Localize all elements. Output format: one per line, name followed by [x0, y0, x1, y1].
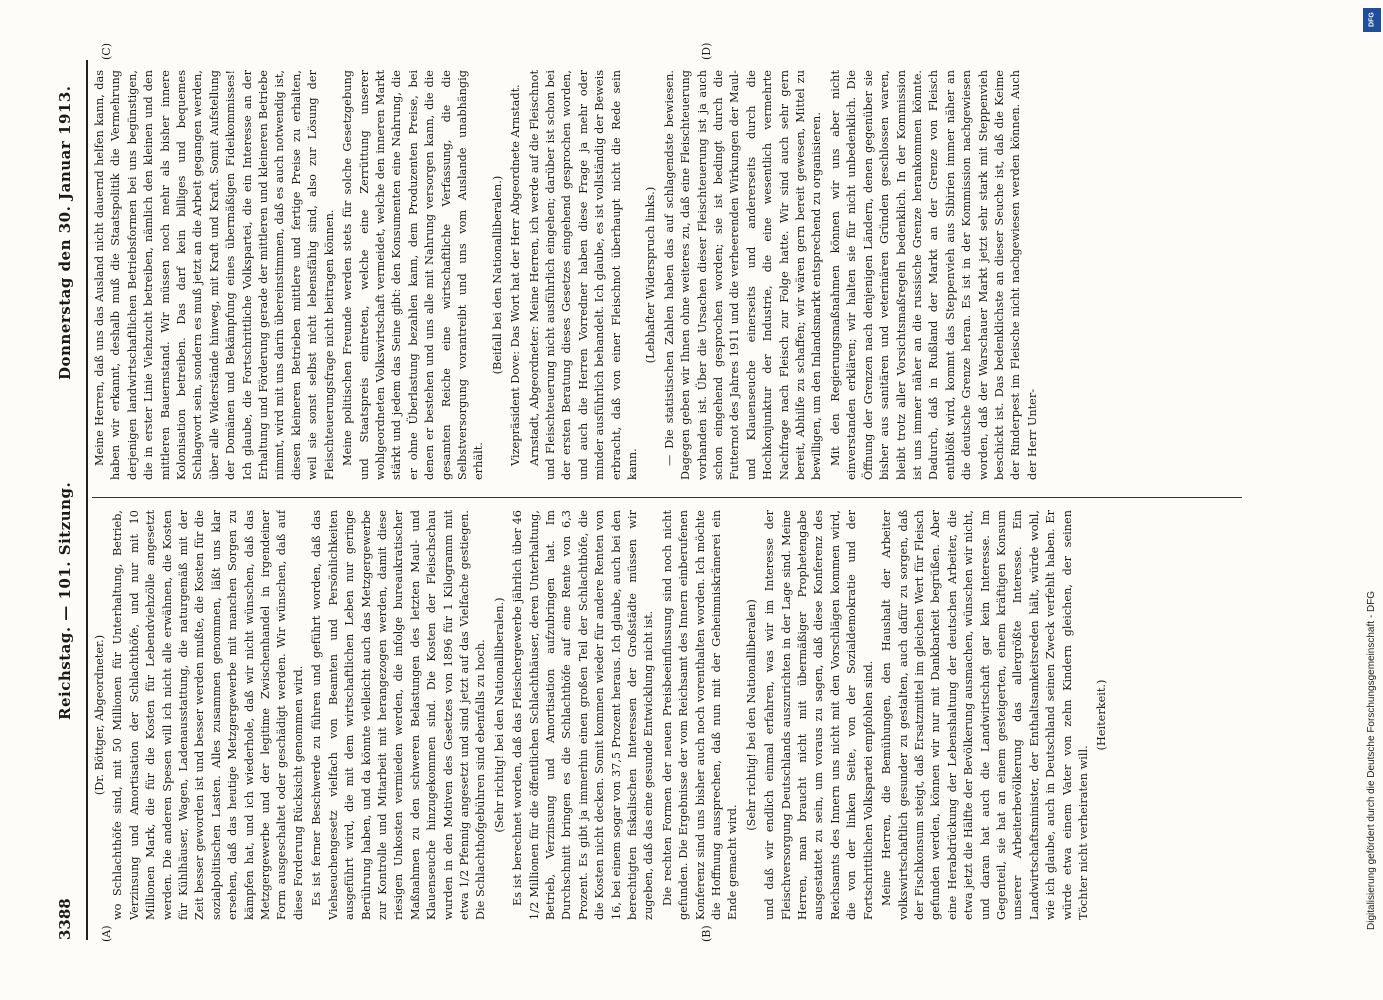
session-title: Reichstag. — 101. Sitzung.	[56, 481, 74, 720]
paragraph: Meine Herren, die Bemühungen, den Haushalt der Arbeiter volkswirtschaftlich gesunder zu gestalten, auch dafür zu sorgen, daß der Fischkonsum steigt, daß Ersatzmittel im gleichen Wert für Fleisch gefunden werden, können wir nur mit Dankbarkeit begrüßen. Aber eine Herabdrückung der Lebenshaltung der deutschen Arbeiter, die etwa jetzt die Hälfte der Bevölkerung ausmachen, wünschen wir nicht, und daran hat auch die Landwirtschaft gar kein Interesse. Im Gegenteil, sie hat an einem gesteigerten, einem kräftigen Konsum unserer Arbeiterbevölkerung das allergrößte Interesse. Ein Landwirtschaftsminister, der Enthaltsamkeitsreden hält, würde wohl, wie ich glaube, auch in Deutschland seinen Zweck verfehlt haben. Er würde etwa einem Vater von zehn Kindern gleichen, der seinen Töchter nicht verheiraten will.	[880, 510, 1090, 920]
margin-mark-a: (A)	[100, 925, 113, 942]
paragraph: Mit den Regierungsmaßnahmen können wir uns aber nicht einverstanden erklären; wir halten sie für nicht unbedenklich. Die Öffnung der Grenzen nach denjenigen Ländern, denen gegenüber sie bisher aus sanitären und veterinären Gründen geschlossen waren, bleibt trotz aller Vorsichtsmaßregeln bedenklich. In der Kommission ist uns immer näher an die russische Grenze herankommen könnte. Dadurch, daß in Rußland der Markt an der Grenze von Fleisch entblößt wird, kommt das Steppenvieh aus Sibirien immer näher an die deutsche Grenze heran. Es ist in der Kommission nachgewiesen worden, daß der Warschauer Markt jetzt sehr stark mit Steppenvieh beschickt ist. Das bedenklichste an dieser Seuche ist, daß die Keime der Rinderpest im Fleische nicht nachgewiesen werden können. Auch der Herr Unter-	[828, 70, 1039, 480]
session-date: Donnerstag den 30. Januar 1913.	[56, 85, 74, 380]
paragraph: Es ist ferner Beschwerde zu führen und geführt worden, daß das Viehseuchengesetz vielfach von Beamten und Persönlichkeiten ausgeführt wird, die mit dem wirtschaftlichen Leben nur geringe Berührung haben, und da könnte vielleicht auch das Metzgergewerbe zur Kontrolle und Mitarbeit mit herangezogen werden, damit diese riesigen Unkosten vermieden werden, die infolge bureaukratischer Maßnahmen zu den schweren Belastungen des letzten Maul- und Klauenseuche hinzugekommen sind. Die Kosten der Fleischschau wurden in den Motiven des Gesetzes von 1896 für 1 Kilogramm mit etwa 1/2 Pfennig angesetzt und sind jetzt auf das Vielfache gestiegen. Die Schlachthofgebühren sind ebenfalls zu hoch.	[310, 510, 488, 920]
left-column	[92, 510, 1252, 920]
interjection: (Sehr richtig! bei den Nationalliberalen.)	[492, 597, 506, 833]
paragraph: Meine Herren, daß uns das Ausland nicht dauernd helfen kann, das haben wir erkannt, deshalb muß die Staatspolitik die Vermehrung derjenigen landwirtschaftlichen Betriebsformen bei uns begünstigen, die in erster Linie Viehzucht betreiben, nämlich den kleinen und den mittleren Bauernstand. Wir müssen noch mehr als bisher innere Kolonisation betreiben. Das darf kein billiges und bequemes Schlagwort sein, sondern es muß jetzt an die Arbeit gegangen werden, über alle Widerstände hinweg, mit Kraft und Kraft. Somit Aufstellung der Domänen und Bekämpfung eines übermäßigen Fideikommisses! Ich glaube, die Fortschrittliche Volkspartei, die ein Interesse an der Erhaltung und Förderung gerade der mittleren und kleineren Betriebe nimmt, wird mit uns darin übereinstimmen, daß es auch notwendig ist, diesen kleineren Betrieben mittlere und fertige Preise zu erhalten, weil sie sonst selbst nicht lebensfähig sind, also zur Lösung der Fleischteuerungsfrage nicht beitragen können.	[93, 70, 336, 480]
interjection: (Sehr richtig! bei den Nationalliberalen)	[744, 599, 758, 831]
speaker-line: (Dr. Böttger, Abgeordneter.)	[93, 634, 106, 796]
page-header	[48, 60, 82, 940]
paragraph: Vizepräsident Dove: Das Wort hat der Herr Abgeordnete Arnstadt.	[509, 84, 523, 466]
interjection: (Beifall bei den Nationalliberalen.)	[490, 175, 504, 375]
margin-mark-b: (B)	[700, 925, 713, 942]
paragraph: Die rechten Formen der neuen Preisbeeinflussung sind noch nicht gefunden. Die Ergebnisse der vom Reichsamt des Innern einberufenen Konferenz sind uns bisher auch noch vorenthalten worden. Ich möchte die Hoffnung aussprechen, daß nun mit der Geheimniskrämerei ein Ende gemacht wird.	[660, 510, 740, 920]
interjection: (Heiterkeit.)	[1095, 679, 1109, 751]
digitization-credit: Digitalisierung gefördert durch die Deutsche Forschungsgemeinschaft - DFG	[1366, 590, 1377, 930]
margin-mark-c: (C)	[100, 43, 113, 60]
paragraph: Meine politischen Freunde werden stets für solche Gesetzgebung und Staatspreis eintreten, welche eine Zerrüttung unserer wohlgeordneten Volkswirtschaft vermeidet, welche den inneren Markt stärkt und jedem das Seine gibt: den Konsumenten eine Nahrung, die er ohne Überlastung bezahlen kann, dem Produzenten Preise, bei denen er bestehen und uns alle mit Nahrung versorgen kann, die die gesamten Reiche eine wirtschaftliche Verfassung, die die Selbstversorgung vorantreibt und uns vom Auslande unabhängig erhält.	[341, 70, 486, 480]
column-divider	[92, 497, 1242, 498]
right-column	[92, 70, 1252, 480]
margin-mark-d: (D)	[700, 42, 713, 60]
paragraph: wo Schlachthöfe sind, mit 50 Millionen für Unterhaltung, Betrieb, Verzinsung und Amortisation der Schlachthöfe, und nur mit 10 Millionen Mark, die für die Kosten für Lebendviehzölle angesetzt werden. Die anderen Spesen will ich nicht alle erwähnen, die Kosten für Kühlhäuser, Wagen, Ladenausstattung, die naturgemäß mit der Zeit besser geworden ist und besser werden mußte, die Kosten für die sozialpolitischen Lasten. Alles zusammen genommen, läßt uns klar ersehen, daß das heutige Metzgergewerbe mit manchen Sorgen zu kämpfen hat, und ich wiederhole, daß wir nicht wünschen, daß das Metzgergewerbe und der legitime Zwischenhandel in irgendeiner Form ausgeschaltet oder geschädigt werden. Wir wünschen, daß auf diese Forderung Rücksicht genommen wird.	[111, 510, 305, 920]
header-rule	[86, 60, 88, 940]
paragraph: Es ist berechnet worden, daß das Fleischergewerbe jährlich über 46 1/2 Millionen für die öffentlichen Schlachthäuser, deren Unterhaltung, Betrieb, Verzinsung und Amortisation aufzubringen hat. Im Durchschnitt bringen es die Schlachthöfe auf eine Rente von 6,3 Prozent. Es gibt ja immerhin einen großen Teil der Schlachthöfe, die die Kosten nicht decken. Somit kommen wieder für andere Renten von 16, bei einem sogar von 37,5 Prozent heraus. Ich glaube, auch bei den berechtigten fiskalischen Interessen der Großstädte müssen wir zugeben, daß das eine gesunde Entwicklung nicht ist.	[511, 510, 656, 920]
paragraph: Arnstadt, Abgeordneter: Meine Herren, ich werde auf die Fleischnot und Fleischteuerung nicht ausführlich eingehen; darüber ist schon bei der ersten Beratung dieses Gesetzes eingehend gesprochen worden, und auch die Herren Vorredner haben diese Frage ja mehr oder minder ausführlich behandelt. Ich glaube, es ist vollständig der Beweis erbracht, daß von einer Fleischnot überhaupt nicht die Rede sein kann.	[527, 70, 639, 480]
dfg-logo: DFG	[1363, 8, 1381, 32]
page-number: 3388	[56, 898, 74, 940]
digitization-strip	[1361, 0, 1383, 1000]
paragraph: und daß wir endlich einmal erfahren, was wir im Interesse der Fleischversorgung Deutschlands auszurichten in der Lage sind. Meine Herren, man braucht nicht mit übermäßiger Prophetengabe ausgestattet zu sein, um voraus zu sagen, daß diese Konferenz des Reichsamts des Innern uns nicht mit den Vorschlägen kommen wird, die von der linken Seite, von der Sozialdemokratie und der Fortschrittlichen Volkspartei empfohlen sind.	[763, 510, 875, 920]
paragraph: — Die statistischen Zahlen haben das auf schlagendste bewiesen. Dagegen geben wir Ihnen ohne weiteres zu, daß eine Fleischteuerung vorhanden ist. Über die Ursachen dieser Fleischteuerung ist ja auch schon eingehend gesprochen worden; sie ist bedingt durch die Futternot des Jahres 1911 und die verheerenden Wirkungen der Maul- und Klauenseuche einerseits und andererseits durch die Hochkonjunktur der Industrie, die eine wesentlich vermehrte Nachfrage nach Fleisch zur Folge hatte. Wir sind auch sehr gern bereit, Abhilfe zu schaffen; wir wären gern bereit gewesen, Mittel zu bewilligen, um den Inlandsmarkt entsprechend zu organisieren.	[662, 70, 824, 480]
interjection: (Lebhafter Widerspruch links.)	[644, 186, 658, 364]
